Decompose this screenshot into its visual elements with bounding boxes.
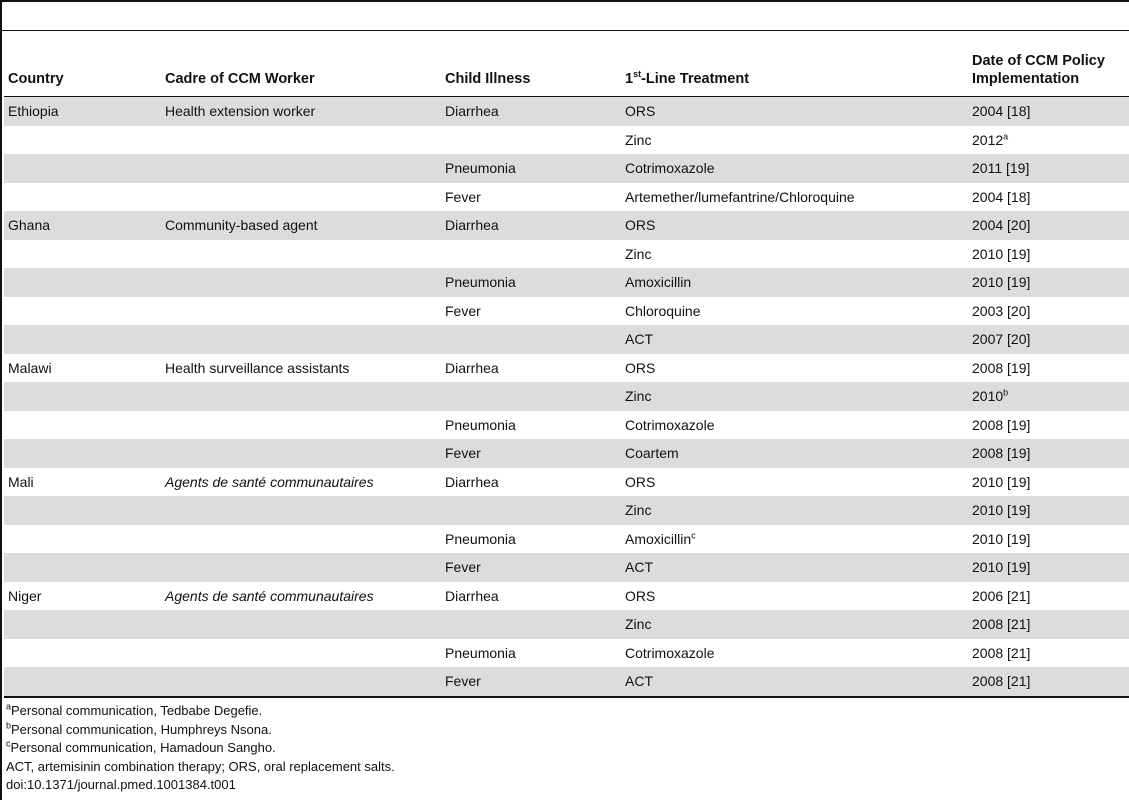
cell-country bbox=[4, 582, 161, 611]
cell-treatment bbox=[621, 126, 968, 155]
cell-country bbox=[4, 439, 161, 468]
cell-country-text: Niger bbox=[8, 587, 42, 604]
cell-illness-text: Diarrhea bbox=[445, 359, 499, 376]
header-date-line2: Implementation bbox=[972, 71, 1080, 87]
cell-country bbox=[4, 525, 161, 554]
cell-cadre bbox=[161, 525, 441, 554]
table-row bbox=[4, 496, 1129, 525]
ccm-policy-table bbox=[4, 32, 1129, 698]
cell-treatment-text: ACT bbox=[625, 331, 653, 348]
footnote-text: doi:10.1371/journal.pmed.1001384.t001 bbox=[6, 777, 236, 793]
cell-treatment bbox=[621, 639, 968, 668]
cell-date bbox=[968, 553, 1129, 582]
cell-cadre bbox=[161, 97, 441, 126]
cell-date-text: 2004 [18] bbox=[972, 188, 1031, 205]
cell-date bbox=[968, 610, 1129, 639]
cell-treatment-text: Zinc bbox=[625, 245, 652, 262]
cell-treatment-text: ORS bbox=[625, 587, 656, 604]
cell-illness bbox=[441, 325, 621, 354]
table-row bbox=[4, 667, 1129, 697]
cell-cadre bbox=[161, 382, 441, 411]
cell-country bbox=[4, 183, 161, 212]
cell-date-text: 2008 [21] bbox=[972, 616, 1031, 633]
cell-country-text: Ghana bbox=[8, 217, 51, 234]
date-footnote-marker: b bbox=[1003, 387, 1009, 398]
cell-treatment bbox=[621, 468, 968, 497]
cell-cadre-text: Health surveillance assistants bbox=[165, 359, 350, 376]
cell-illness-text: Fever bbox=[445, 559, 481, 576]
cell-illness bbox=[441, 211, 621, 240]
cell-cadre bbox=[161, 553, 441, 582]
cell-treatment bbox=[621, 496, 968, 525]
cell-illness-text: Fever bbox=[445, 188, 481, 205]
cell-treatment bbox=[621, 154, 968, 183]
cell-date-text: 2008 [21] bbox=[972, 673, 1031, 690]
cell-cadre bbox=[161, 582, 441, 611]
cell-date-text: 2008 [19] bbox=[972, 445, 1031, 462]
cell-cadre-text: Community-based agent bbox=[165, 217, 318, 234]
cell-cadre bbox=[161, 468, 441, 497]
cell-date-text: 2008 [19] bbox=[972, 416, 1031, 433]
cell-cadre bbox=[161, 325, 441, 354]
footnote-text: Personal communication, Hamadoun Sangho. bbox=[10, 740, 276, 756]
cell-country bbox=[4, 126, 161, 155]
cell-cadre bbox=[161, 183, 441, 212]
cell-country bbox=[4, 268, 161, 297]
cell-date bbox=[968, 211, 1129, 240]
table-header-row bbox=[4, 32, 1129, 97]
cell-date bbox=[968, 297, 1129, 326]
cell-treatment bbox=[621, 211, 968, 240]
cell-date bbox=[968, 154, 1129, 183]
cell-date bbox=[968, 667, 1129, 697]
cell-illness-text: Diarrhea bbox=[445, 587, 499, 604]
table-row bbox=[4, 582, 1129, 611]
cell-cadre-text: Agents de santé communautaires bbox=[165, 473, 374, 490]
footnote-marker: c bbox=[6, 738, 11, 749]
table-row bbox=[4, 411, 1129, 440]
cell-date bbox=[968, 325, 1129, 354]
cell-illness-text: Pneumonia bbox=[445, 160, 516, 177]
cell-date bbox=[968, 382, 1129, 411]
cell-cadre bbox=[161, 496, 441, 525]
cell-illness bbox=[441, 297, 621, 326]
cell-country bbox=[4, 496, 161, 525]
footnote bbox=[6, 721, 395, 740]
cell-illness bbox=[441, 97, 621, 126]
table-row bbox=[4, 439, 1129, 468]
table-row bbox=[4, 211, 1129, 240]
cell-date-text: 2010 [19] bbox=[972, 559, 1031, 576]
table-row bbox=[4, 382, 1129, 411]
header-date bbox=[968, 32, 1129, 97]
cell-treatment-text: Amoxicillin bbox=[625, 274, 692, 291]
cell-date-text: 2004 [18] bbox=[972, 103, 1031, 120]
cell-treatment bbox=[621, 382, 968, 411]
cell-treatment bbox=[621, 553, 968, 582]
footnote-marker: a bbox=[6, 701, 12, 712]
cell-date bbox=[968, 496, 1129, 525]
cell-treatment bbox=[621, 525, 968, 554]
cell-treatment bbox=[621, 183, 968, 212]
cell-country bbox=[4, 154, 161, 183]
table-row bbox=[4, 240, 1129, 269]
cell-cadre bbox=[161, 211, 441, 240]
cell-cadre bbox=[161, 354, 441, 383]
cell-country bbox=[4, 667, 161, 697]
cell-treatment-text: ACT bbox=[625, 673, 653, 690]
cell-cadre bbox=[161, 154, 441, 183]
header-treatment-sup: st bbox=[633, 69, 642, 80]
footnote bbox=[6, 739, 395, 758]
cell-treatment-text: Zinc bbox=[625, 388, 652, 405]
table-row bbox=[4, 468, 1129, 497]
cell-cadre bbox=[161, 268, 441, 297]
table-row bbox=[4, 525, 1129, 554]
cell-treatment bbox=[621, 240, 968, 269]
cell-treatment bbox=[621, 439, 968, 468]
cell-treatment bbox=[621, 667, 968, 697]
cell-illness bbox=[441, 610, 621, 639]
cell-treatment bbox=[621, 97, 968, 126]
cell-treatment-text: Cotrimoxazole bbox=[625, 644, 715, 661]
cell-treatment bbox=[621, 325, 968, 354]
cell-illness bbox=[441, 525, 621, 554]
cell-date-text: 2010 [19] bbox=[972, 274, 1031, 291]
cell-cadre bbox=[161, 639, 441, 668]
cell-illness bbox=[441, 639, 621, 668]
cell-date-text: 2012 bbox=[972, 131, 1004, 148]
cell-country bbox=[4, 553, 161, 582]
cell-treatment bbox=[621, 297, 968, 326]
header-date-line1: Date of CCM Policy bbox=[972, 53, 1105, 69]
cell-date-text: 2004 [20] bbox=[972, 217, 1031, 234]
cell-illness bbox=[441, 183, 621, 212]
cell-date bbox=[968, 468, 1129, 497]
footnote-text: ACT, artemisinin combination therapy; ORS, oral replacement salts. bbox=[6, 758, 395, 774]
cell-country-text: Ethiopia bbox=[8, 103, 59, 120]
cell-cadre bbox=[161, 126, 441, 155]
cell-treatment-text: Cotrimoxazole bbox=[625, 160, 715, 177]
cell-illness bbox=[441, 496, 621, 525]
table-row bbox=[4, 154, 1129, 183]
cell-country bbox=[4, 325, 161, 354]
cell-treatment-text: Chloroquine bbox=[625, 302, 701, 319]
table-row bbox=[4, 553, 1129, 582]
cell-date-text: 2010 [19] bbox=[972, 245, 1031, 262]
cell-treatment-text: Zinc bbox=[625, 616, 652, 633]
cell-country bbox=[4, 411, 161, 440]
cell-date-text: 2010 [19] bbox=[972, 502, 1031, 519]
cell-country bbox=[4, 382, 161, 411]
cell-country-text: Mali bbox=[8, 473, 34, 490]
cell-illness bbox=[441, 126, 621, 155]
cell-illness-text: Pneumonia bbox=[445, 274, 516, 291]
cell-date-text: 2007 [20] bbox=[972, 331, 1031, 348]
cell-cadre-text: Health extension worker bbox=[165, 103, 316, 120]
cell-date bbox=[968, 525, 1129, 554]
cell-cadre bbox=[161, 610, 441, 639]
cell-treatment-text: Amoxicillin bbox=[625, 530, 692, 547]
cell-illness bbox=[441, 582, 621, 611]
cell-date-text: 2008 [19] bbox=[972, 359, 1031, 376]
table-row bbox=[4, 297, 1129, 326]
cell-illness bbox=[441, 354, 621, 383]
cell-date bbox=[968, 439, 1129, 468]
header-treatment bbox=[621, 32, 968, 97]
cell-country bbox=[4, 610, 161, 639]
cell-illness bbox=[441, 154, 621, 183]
footnote bbox=[6, 702, 395, 721]
header-country: Country bbox=[4, 32, 161, 97]
cell-illness bbox=[441, 411, 621, 440]
footnote bbox=[6, 758, 395, 777]
header-treatment-prefix: 1 bbox=[625, 71, 634, 87]
cell-treatment bbox=[621, 268, 968, 297]
table-row bbox=[4, 325, 1129, 354]
cell-illness-text: Fever bbox=[445, 302, 481, 319]
cell-date bbox=[968, 354, 1129, 383]
cell-cadre bbox=[161, 240, 441, 269]
cell-treatment-text: ORS bbox=[625, 217, 656, 234]
cell-treatment-text: ORS bbox=[625, 103, 656, 120]
cell-illness bbox=[441, 468, 621, 497]
cell-country bbox=[4, 639, 161, 668]
cell-treatment-text: ORS bbox=[625, 473, 656, 490]
cell-illness bbox=[441, 240, 621, 269]
table-row bbox=[4, 126, 1129, 155]
cell-illness-text: Diarrhea bbox=[445, 103, 499, 120]
cell-date-text: 2008 [21] bbox=[972, 644, 1031, 661]
cell-country bbox=[4, 211, 161, 240]
cell-date-text: 2006 [21] bbox=[972, 587, 1031, 604]
cell-date bbox=[968, 183, 1129, 212]
header-cadre: Cadre of CCM Worker bbox=[161, 32, 441, 97]
cell-illness-text: Diarrhea bbox=[445, 217, 499, 234]
header-illness: Child Illness bbox=[441, 32, 621, 97]
date-footnote-marker: a bbox=[1003, 131, 1009, 142]
cell-country-text: Malawi bbox=[8, 359, 52, 376]
cell-treatment-text: Cotrimoxazole bbox=[625, 416, 715, 433]
cell-treatment-text: Coartem bbox=[625, 445, 679, 462]
cell-date bbox=[968, 268, 1129, 297]
header-treatment-suffix: -Line Treatment bbox=[641, 71, 750, 87]
header-top-rule bbox=[2, 30, 1129, 31]
cell-illness bbox=[441, 268, 621, 297]
cell-date bbox=[968, 240, 1129, 269]
cell-treatment-text: Zinc bbox=[625, 502, 652, 519]
cell-treatment-text: Zinc bbox=[625, 131, 652, 148]
footnote-text: Personal communication, Tedbabe Degefie. bbox=[11, 703, 263, 718]
cell-illness-text: Pneumonia bbox=[445, 416, 516, 433]
cell-date bbox=[968, 97, 1129, 126]
table-footnotes bbox=[6, 702, 395, 795]
cell-illness-text: Pneumonia bbox=[445, 644, 516, 661]
cell-date bbox=[968, 639, 1129, 668]
cell-illness bbox=[441, 553, 621, 582]
footnote-marker: b bbox=[6, 720, 12, 731]
table-row bbox=[4, 97, 1129, 126]
cell-treatment bbox=[621, 610, 968, 639]
cell-date-text: 2003 [20] bbox=[972, 302, 1031, 319]
cell-date bbox=[968, 126, 1129, 155]
cell-country bbox=[4, 240, 161, 269]
cell-illness-text: Fever bbox=[445, 445, 481, 462]
top-rule bbox=[2, 0, 1129, 2]
table-row bbox=[4, 183, 1129, 212]
cell-treatment bbox=[621, 354, 968, 383]
footnote-text: Personal communication, Humphreys Nsona. bbox=[11, 721, 272, 737]
cell-country bbox=[4, 297, 161, 326]
cell-treatment-text: Artemether/lumefantrine/Chloroquine bbox=[625, 188, 855, 205]
cell-treatment bbox=[621, 582, 968, 611]
cell-treatment bbox=[621, 411, 968, 440]
cell-cadre bbox=[161, 667, 441, 697]
cell-illness-text: Diarrhea bbox=[445, 473, 499, 490]
cell-date-text: 2010 [19] bbox=[972, 473, 1031, 490]
cell-treatment-text: ACT bbox=[625, 559, 653, 576]
cell-country bbox=[4, 97, 161, 126]
cell-date bbox=[968, 582, 1129, 611]
cell-date bbox=[968, 411, 1129, 440]
table-row bbox=[4, 639, 1129, 668]
cell-cadre-text: Agents de santé communautaires bbox=[165, 587, 374, 604]
cell-cadre bbox=[161, 297, 441, 326]
cell-illness bbox=[441, 439, 621, 468]
cell-date-text: 2010 bbox=[972, 388, 1004, 405]
cell-cadre bbox=[161, 439, 441, 468]
table-row bbox=[4, 354, 1129, 383]
cell-illness-text: Pneumonia bbox=[445, 530, 516, 547]
cell-illness bbox=[441, 667, 621, 697]
cell-country bbox=[4, 468, 161, 497]
cell-illness-text: Fever bbox=[445, 673, 481, 690]
treatment-footnote-marker: c bbox=[691, 530, 696, 541]
cell-cadre bbox=[161, 411, 441, 440]
cell-illness bbox=[441, 382, 621, 411]
table-body bbox=[4, 97, 1129, 697]
cell-date-text: 2010 [19] bbox=[972, 530, 1031, 547]
table-row bbox=[4, 268, 1129, 297]
footnote bbox=[6, 776, 395, 795]
table-row bbox=[4, 610, 1129, 639]
cell-country bbox=[4, 354, 161, 383]
cell-date-text: 2011 [19] bbox=[972, 160, 1030, 177]
cell-treatment-text: ORS bbox=[625, 359, 656, 376]
